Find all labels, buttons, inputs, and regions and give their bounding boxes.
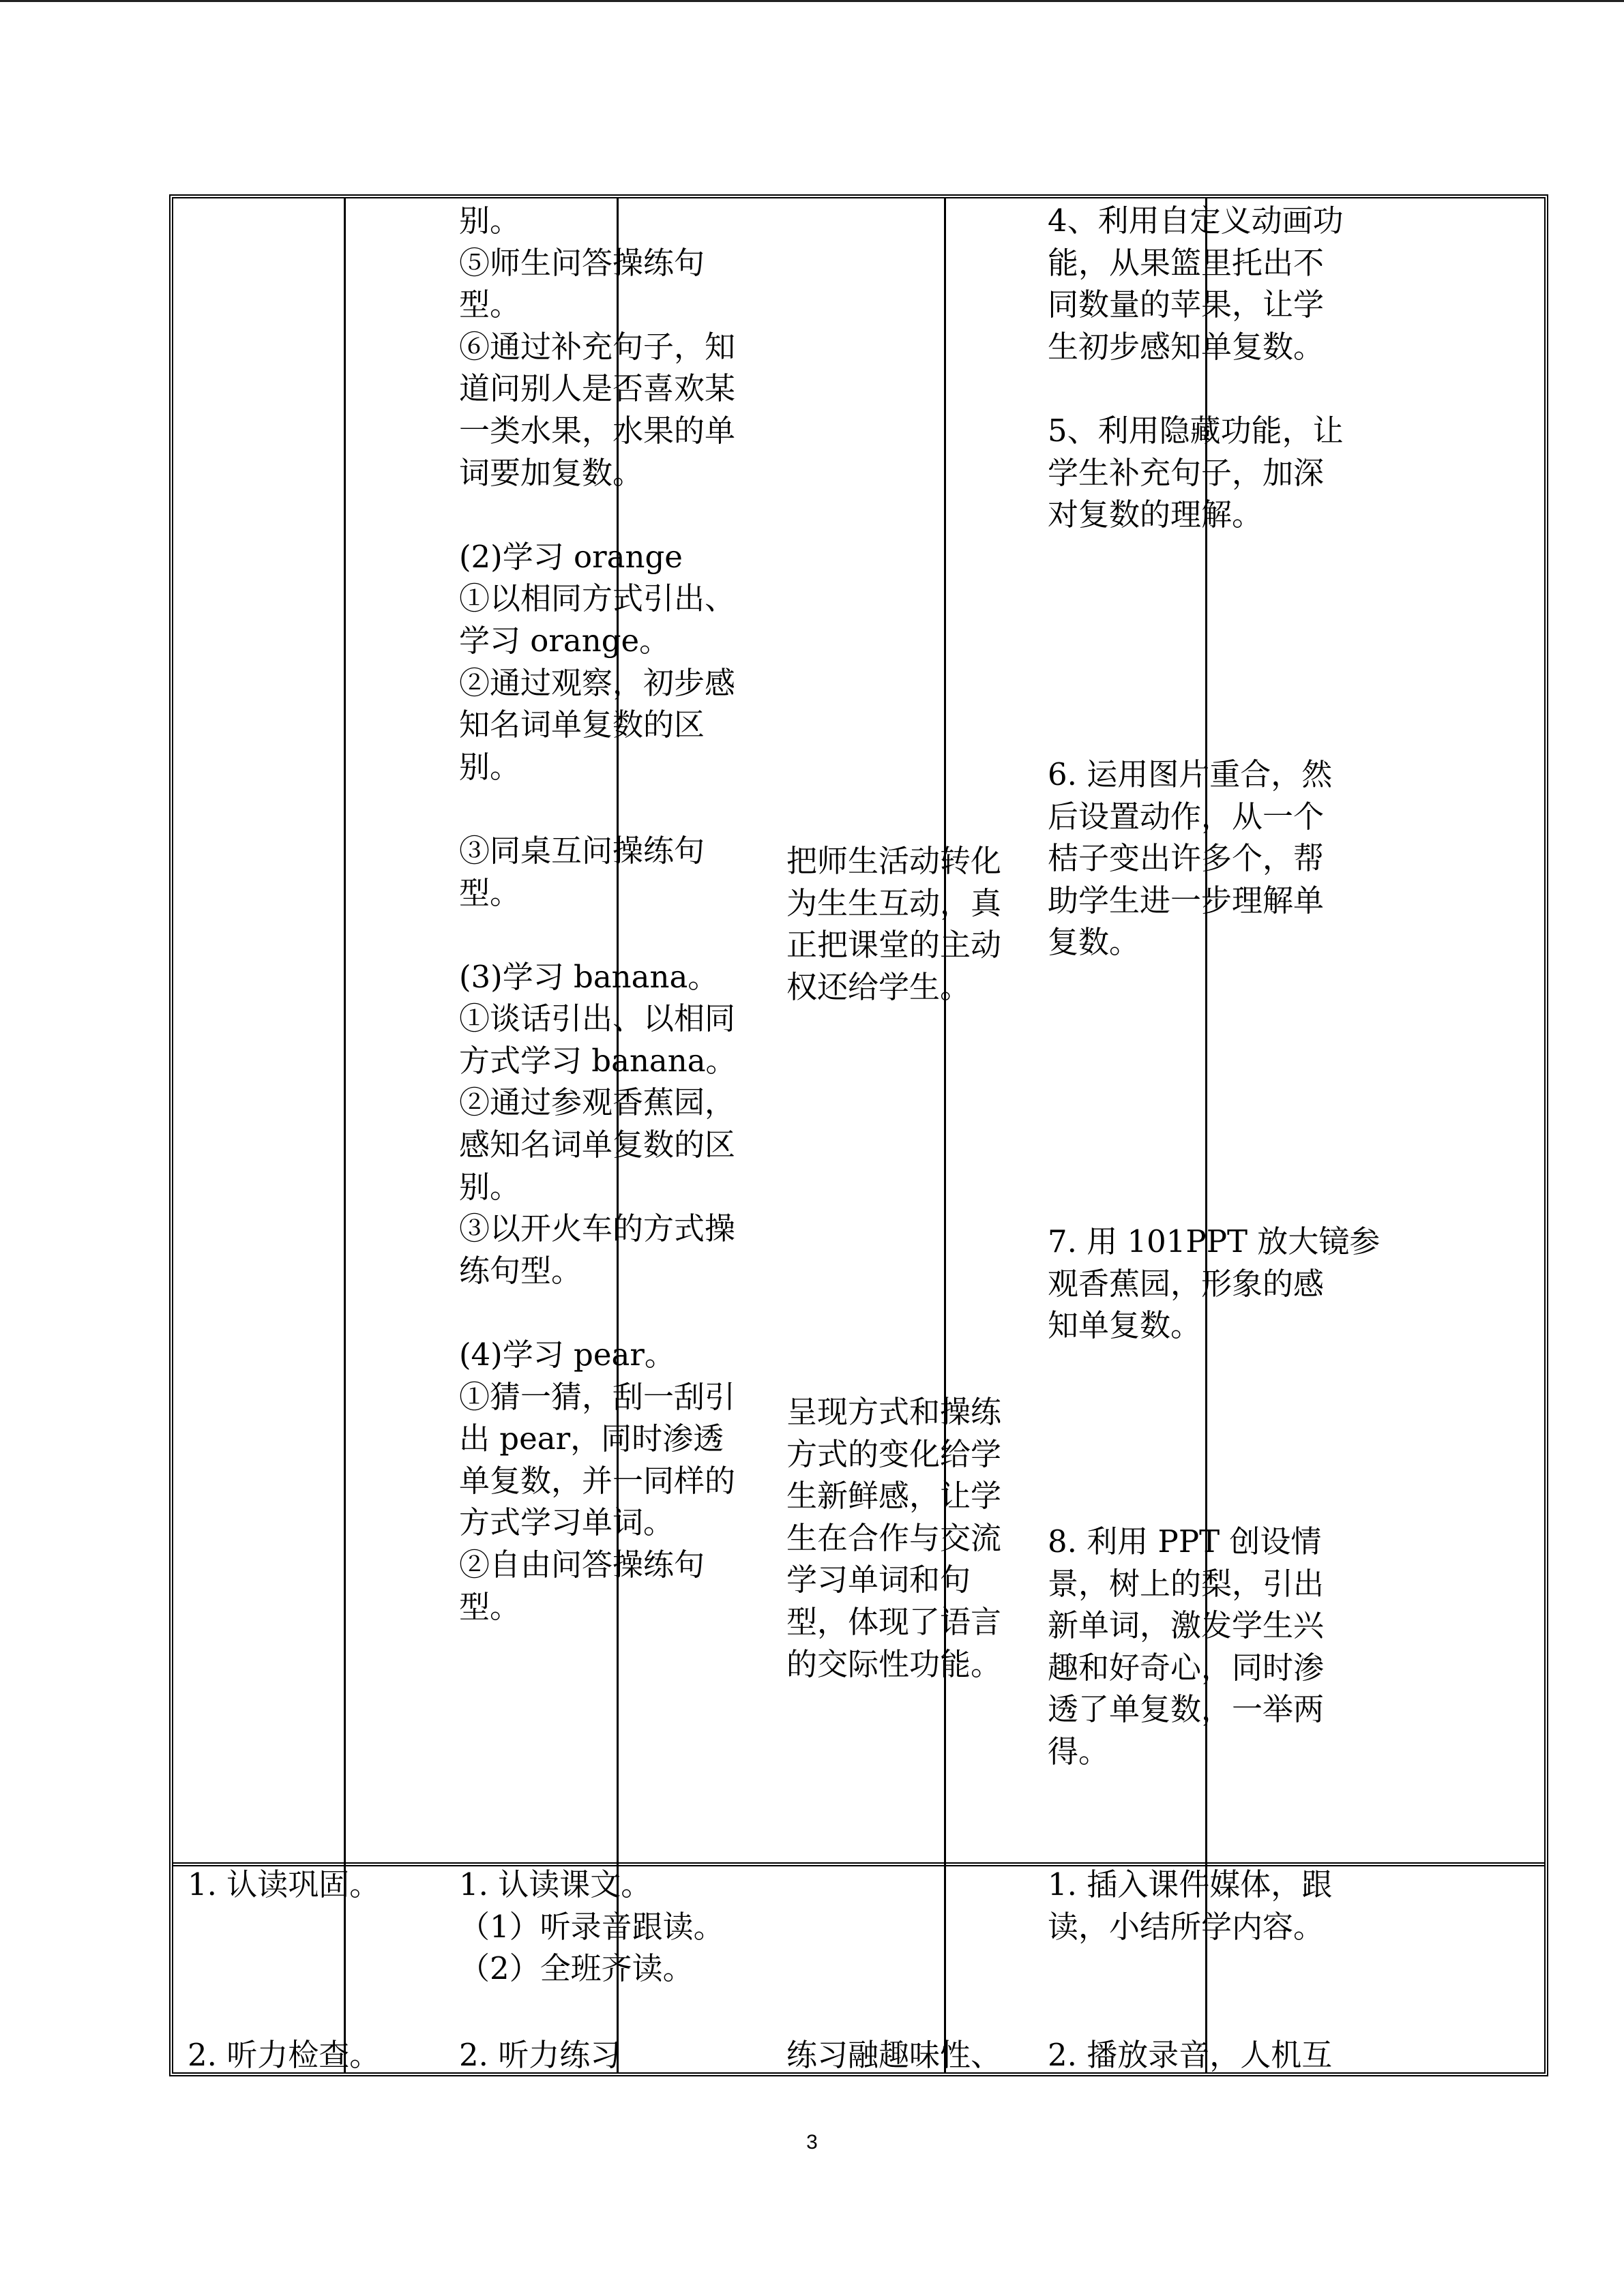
row2-activity-line: （1）听录音跟读。 (459, 1908, 724, 1945)
row1-activity-line: (2)学习 orange (459, 538, 683, 575)
row1-activity-line: ②自由问答操练句 (459, 1547, 705, 1583)
row1-tech-line: 8. 利用 PPT 创设情 (1048, 1523, 1322, 1560)
row1-activity-line (459, 788, 773, 830)
row1-intent-line: 呈现方式和操练 (786, 1394, 1002, 1430)
row1-tech-line: 复数。 (1048, 924, 1140, 961)
row1-activity-line (459, 494, 773, 536)
row1-intent-line: 正把课堂的主动 (786, 927, 1002, 964)
row1-activity-line: (3)学习 banana。 (459, 958, 719, 995)
row1-intent-line: 方式的变化给学 (786, 1435, 1002, 1472)
row1-activity-line: ②通过参观香蕉园， (459, 1084, 736, 1121)
row1-tech-b-cell (1048, 754, 1382, 964)
row1-activity-line: 练句型。 (459, 1252, 582, 1289)
row2-activities-a-cell (459, 1864, 773, 1990)
row1-activity-line: 方式学习单词。 (459, 1504, 675, 1541)
row1-activity-line: 别。 (459, 1168, 521, 1205)
row1-intent-line: 生在合作与交流 (786, 1519, 1002, 1556)
row1-intent-line: 的交际性功能。 (786, 1645, 1002, 1682)
row2-goal-b: 2. 听力检查。 (188, 2037, 381, 2073)
row1-activity-line: ③以开火车的方式操 (459, 1210, 736, 1247)
row2-tech-line: 读，小结所学内容。 (1048, 1908, 1325, 1945)
row1-activity-line (459, 914, 773, 956)
row1-tech-line: 趣和好奇心，同时渗 (1048, 1649, 1325, 1686)
row2-activities-b: 2. 听力练习 (459, 2037, 621, 2073)
row1-tech-line: 同数量的苹果，让学 (1048, 286, 1325, 323)
row1-activity-line: 别。 (459, 203, 521, 239)
row1-tech-line: 知单复数。 (1048, 1307, 1202, 1344)
row1-intent-line: 生新鲜感，让学 (786, 1478, 1002, 1515)
row1-activity-line: 词要加复数。 (459, 454, 644, 491)
row1-activity-line: (4)学习 pear。 (459, 1337, 675, 1373)
row1-tech-line: 新单词，激发学生兴 (1048, 1607, 1325, 1644)
row1-activity-line: ⑥通过补充句子，知 (459, 328, 736, 365)
row1-tech-line: 助学生进一步理解单 (1048, 882, 1325, 919)
row1-tech-line (1048, 368, 1382, 410)
row1-tech-line: 后设置动作，从一个 (1048, 798, 1325, 835)
row2-activity-line: 1. 认读课文。 (459, 1866, 652, 1903)
row1-activity-line: ①猜一猜，刮一刮引 (459, 1378, 736, 1415)
row1-activity-line: 知名词单复数的区 (459, 706, 705, 743)
row1-tech-a-cell (1048, 200, 1382, 536)
row2-intent: 练习融趣味性、 (786, 2037, 1002, 2073)
row1-tech-line: 桔子变出许多个，帮 (1048, 840, 1325, 877)
row1-intent-line: 权还给学生。 (786, 968, 971, 1005)
row1-tech-line: 透了单复数，一举两 (1048, 1691, 1325, 1728)
row1-activity-line: ⑤师生问答操练句 (459, 244, 705, 281)
row1-tech-line: 得。 (1048, 1733, 1110, 1770)
row1-tech-line: 能，从果篮里托出不 (1048, 244, 1325, 281)
row1-activities-cell (459, 200, 773, 1628)
row1-tech-d-cell (1048, 1521, 1382, 1773)
row1-activity-line: ③同桌互问操练句 (459, 832, 705, 869)
row1-activity-line: 出 pear，同时渗透 (459, 1420, 724, 1457)
row1-tech-line: 7. 用 101PPT 放大镜参 (1048, 1223, 1381, 1259)
column-divider-3 (944, 198, 946, 2072)
row1-tech-line: 观香蕉园，形象的感 (1048, 1265, 1325, 1302)
row1-tech-line: 学生补充句子，加深 (1048, 454, 1325, 491)
column-divider-1 (344, 198, 346, 2072)
row1-intent-line: 把师生活动转化 (786, 843, 1002, 879)
row1-activity-line: ②通过观察，初步感 (459, 664, 736, 701)
row1-activity-line: 单复数，并一同样的 (459, 1462, 736, 1499)
row2-tech-line: 1. 插入课件媒体，跟 (1048, 1866, 1333, 1903)
row1-tech-c-cell (1048, 1221, 1382, 1347)
row1-tech-line: 对复数的理解。 (1048, 496, 1263, 533)
row2-goal-a: 1. 认读巩固。 (188, 1866, 381, 1903)
row1-tech-line: 生初步感知单复数。 (1048, 328, 1325, 365)
row1-activity-line (459, 1292, 773, 1334)
row1-activity-line: 方式学习 banana。 (459, 1042, 737, 1079)
row1-activity-line: 别。 (459, 748, 521, 785)
row1-activity-line: ①以相同方式引出、 (459, 580, 736, 617)
row1-activity-line: ①谈话引出、以相同 (459, 1000, 736, 1037)
row2-tech-a-cell (1048, 1864, 1382, 1948)
row1-intent-line: 学习单词和句 (786, 1562, 971, 1598)
row2-activity-line: （2）全班齐读。 (459, 1950, 694, 1987)
row1-activity-line: 一类水果，水果的单 (459, 412, 736, 449)
row1-intent-a-cell (786, 840, 1039, 1008)
row1-activity-line: 道问别人是否喜欢某 (459, 370, 736, 407)
row1-intent-b-cell (786, 1391, 1039, 1685)
row1-tech-line: 6. 运用图片重合，然 (1048, 756, 1333, 792)
row1-activity-line: 型。 (459, 874, 521, 911)
row2-tech-b: 2. 播放录音，人机互 (1048, 2037, 1333, 2073)
row1-tech-line: 景，树上的梨，引出 (1048, 1565, 1325, 1602)
row1-tech-line: 4、利用自定义动画功 (1048, 203, 1344, 239)
row1-activity-line: 感知名词单复数的区 (459, 1127, 736, 1163)
page-top-border (0, 0, 1624, 2)
row1-activity-line: 学习 orange。 (459, 622, 670, 659)
row1-intent-line: 为生生互动，真 (786, 884, 1002, 921)
row1-intent-line: 型，体现了语言 (786, 1603, 1002, 1640)
row1-tech-line: 5、利用隐藏功能，让 (1048, 412, 1344, 449)
page-number: 3 (806, 2131, 818, 2153)
row1-activity-line: 型。 (459, 1588, 521, 1625)
row1-activity-line: 型。 (459, 286, 521, 323)
